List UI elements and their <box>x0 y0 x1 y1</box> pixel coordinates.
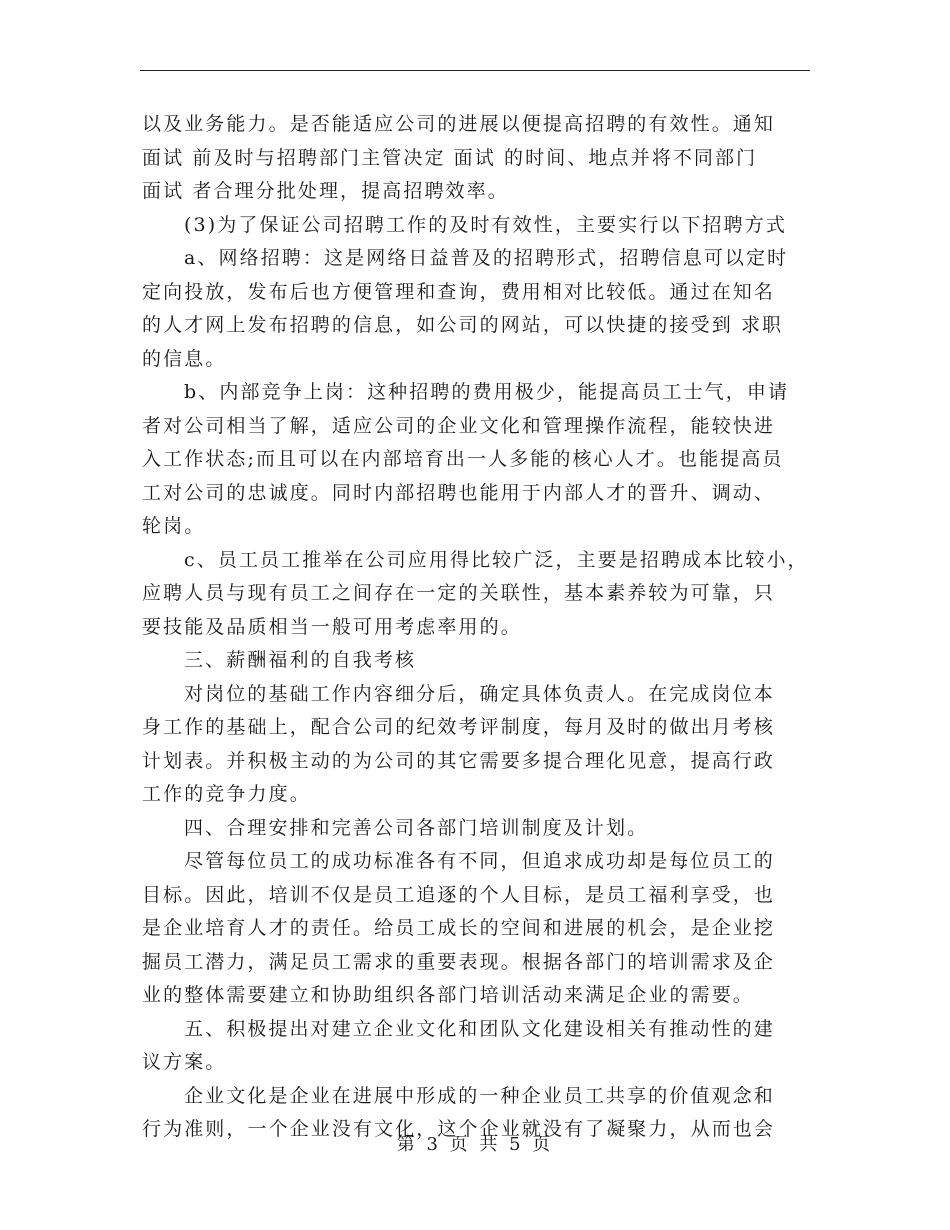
text-line: c、员工员工推举在公司应用得比较广泛，主要是招聘成本比较小， <box>184 548 809 571</box>
text-line: 尽管每位员工的成功标准各有不同，但追求成功却是每位员工的 <box>184 850 775 872</box>
text-line: 面试 者合理分批处理，提高招聘效率。 <box>142 180 509 202</box>
text-line: 是企业培育人才的责任。给员工成长的空间和进展的机会，是企业挖 <box>142 917 776 939</box>
text-line: 议方案。 <box>142 1051 227 1073</box>
section-heading: 三、薪酬福利的自我考核 <box>184 649 417 671</box>
text-line: 工作的竞争力度。 <box>142 783 311 805</box>
text-line: 入工作状态;而且可以在内部培育出一人多能的核心人才。也能提高员 <box>142 448 784 470</box>
text-line: b、内部竞争上岗：这种招聘的费用极少，能提高员工士气，申请 <box>184 381 790 403</box>
section-heading: 五、积极提出对建立企业文化和团队文化建设相关有推动性的建 <box>184 1017 775 1040</box>
text-line: 轮岗。 <box>142 515 206 537</box>
text-line: 目标。因此，培训不仅是员工追逐的个人目标，是员工福利享受，也 <box>142 883 776 906</box>
text-line: 工对公司的忠诚度。同时内部招聘也能用于内部人才的晋升、调动、 <box>142 481 776 504</box>
text-line: 企业文化是企业在进展中形成的一种企业员工共享的价值观念和 <box>184 1084 775 1107</box>
text-line: 行为准则，一个企业没有文化，这个企业就没有了凝聚力，从而也会 <box>142 1118 776 1140</box>
section-heading: 四、合理安排和完善公司各部门培训制度及计划。 <box>184 816 649 839</box>
header-rule <box>140 70 810 71</box>
text-line: 以及业务能力。是否能适应公司的进展以便提高招聘的有效性。通知 <box>142 113 776 135</box>
text-line: 者对公司相当了解，适应公司的企业文化和管理操作流程，能较快进 <box>142 414 776 437</box>
text-line: (3)为了保证公司招聘工作的及时有效性，主要实行以下招聘方式 <box>184 213 787 236</box>
text-line: 要技能及品质相当一般可用考虑率用的。 <box>142 615 522 638</box>
text-line: 身工作的基础上，配合公司的纪效考评制度，每月及时的做出月考核 <box>142 716 776 738</box>
text-line: 对岗位的基础工作内容细分后，确定具体负责人。在完成岗位本 <box>184 682 775 705</box>
text-line: 面试 前及时与招聘部门主管决定 面试 的时间、地点并将不同部门 <box>142 146 758 169</box>
page-number: 第 3 页 共 5 页 <box>396 1134 554 1155</box>
text-line: 业的整体需要建立和协助组织各部门培训活动来满足企业的需要。 <box>142 984 754 1006</box>
text-line: 的信息。 <box>142 347 227 370</box>
text-line: 应聘人员与现有员工之间存在一定的关联性，基本素养较为可靠，只 <box>142 582 776 604</box>
text-line: 计划表。并积极主动的为公司的其它需要多提合理化见意，提高行政 <box>142 749 776 772</box>
document-body <box>142 108 814 1147</box>
text-line: 的人才网上发布招聘的信息，如公司的网站，可以快捷的接受到 求职 <box>142 314 784 336</box>
text-line: 定向投放，发布后也方便管理和查询，费用相对比较低。通过在知名 <box>142 280 776 303</box>
text-line: 掘员工潜力，满足员工需求的重要表现。根据各部门的培训需求及企 <box>142 950 776 973</box>
text-line: a、网络招聘：这是网络日益普及的招聘形式，招聘信息可以定时 <box>184 247 789 269</box>
